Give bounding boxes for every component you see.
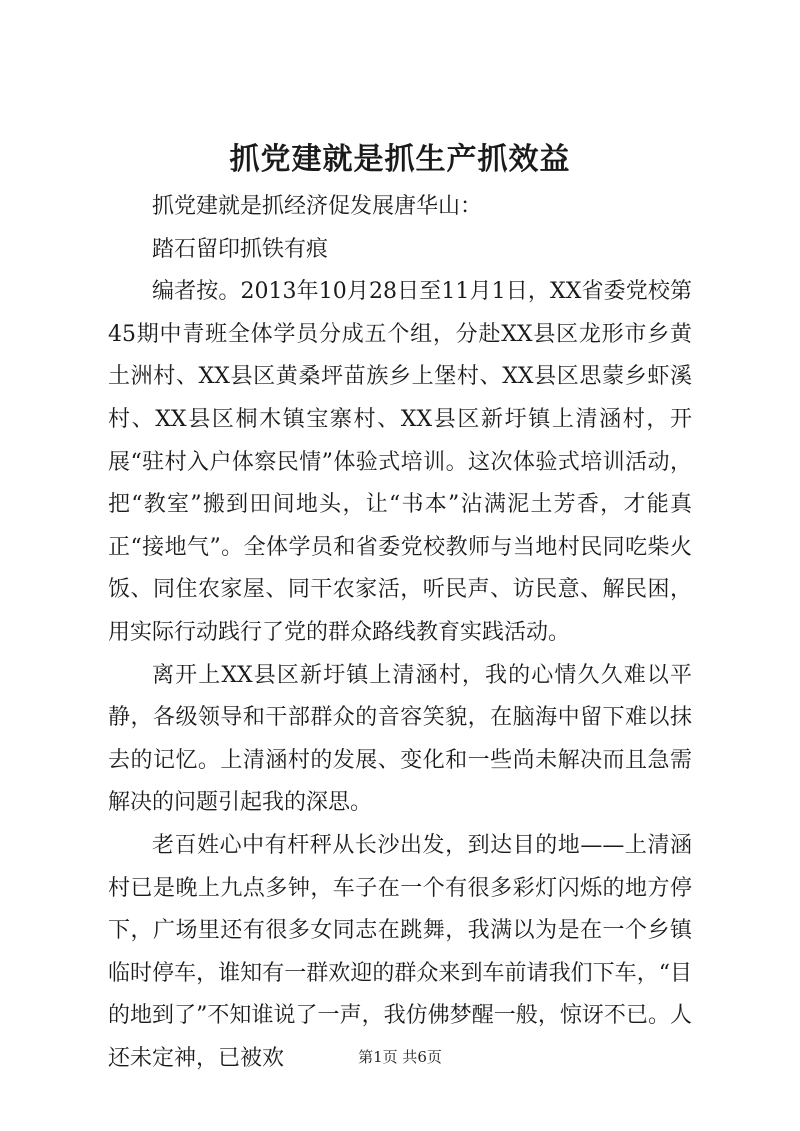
document-body	[108, 186, 692, 1080]
page-number-footer: 第1页 共6页	[358, 1048, 442, 1066]
paragraph-arrival: 老百姓心中有杆秤从长沙出发，到达目的地——上清涵村已是晚上九点多钟，车子在一个有很多彩灯闪烁的地方停下，广场里还有很多女同志在跳舞，我满以为是在一个乡镇临时停车，谁知有一群欢迎的群众来到车前请我们下车，“目的地到了”不知谁说了一声，我仿佛梦醒一般，惊讶不已。人还未定神，已被欢	[108, 832, 692, 1071]
paragraph-editor-note: 编者按。2013年10月28日至11月1日，XX省委党校第45期中青班全体学员分成五个组，分赴XX县区龙形市乡黄土洲村、XX县区黄桑坪苗族乡上堡村、XX县区思蒙乡虾溪村、XX县区桐木镇宝寨村、XX县区新圩镇上清涵村，开展“驻村入户体察民情”体验式培训。这次体验式培训活动，把“教室”搬到田间地头，让“书本”沾满泥土芳香，才能真正“接地气”。全体学员和省委党校教师与当地村民同吃柴火饭、同住农家屋、同干农家活，听民声、访民意、解民困，用实际行动践行了党的群众路线教育实践活动。	[108, 279, 692, 645]
paragraph-heading-line: 抓党建就是抓经济促发展唐华山：	[152, 194, 483, 219]
paragraph-subtitle-line: 踏石留印抓铁有痕	[152, 236, 329, 262]
document-title: 抓党建就是抓生产抓效益	[229, 142, 571, 177]
paragraph-leaving-village: 离开上XX县区新圩镇上清涵村，我的心情久久难以平静，各级领导和干部群众的音容笑貌，在脑海中留下难以抹去的记忆。上清涵村的发展、变化和一些尚未解决而且急需解决的问题引起我的深思。	[108, 662, 692, 816]
